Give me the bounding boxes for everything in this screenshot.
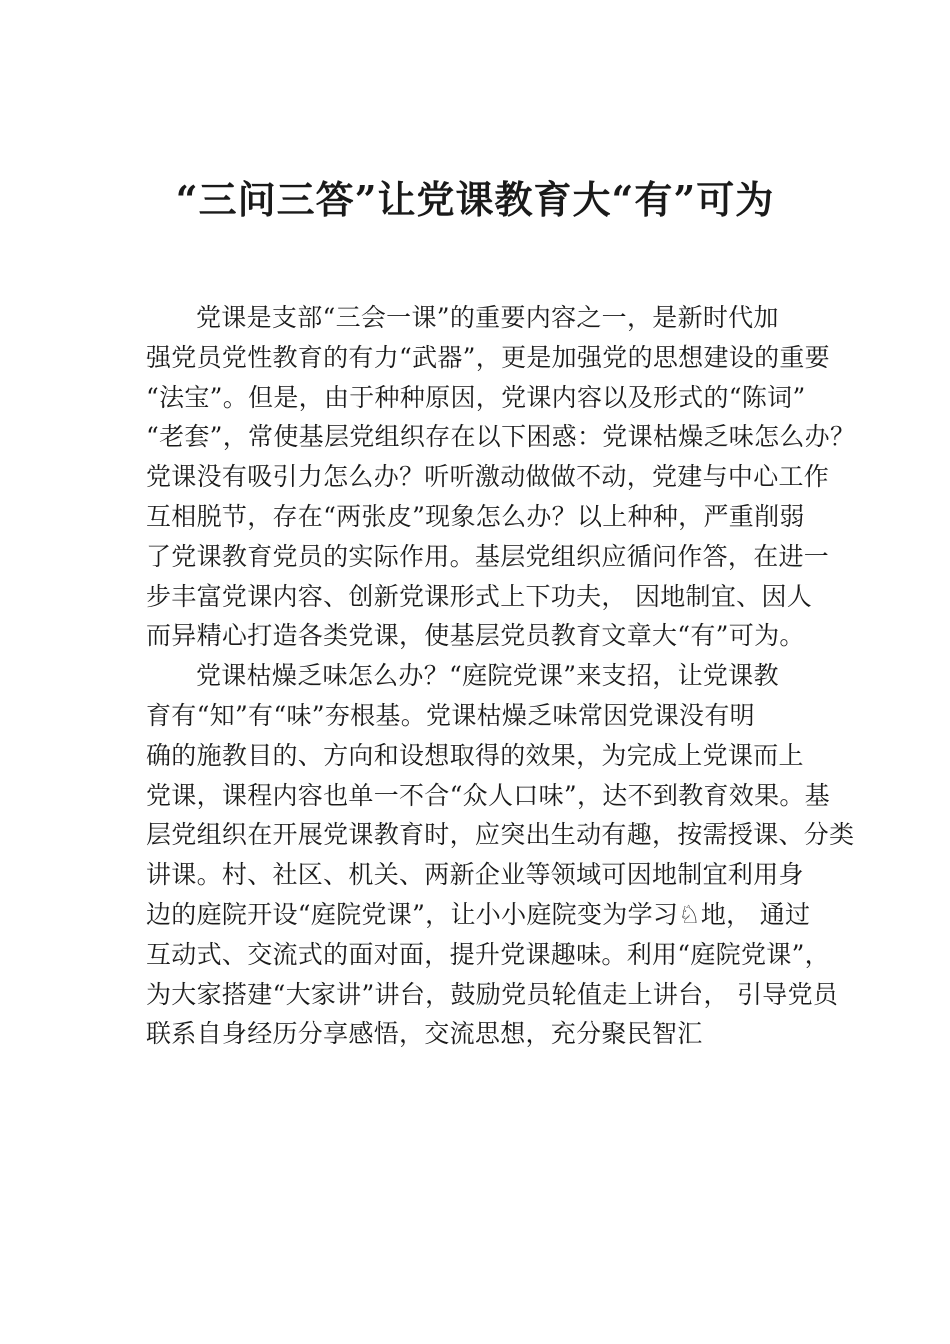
paragraph-line: 强党员党性教育的有力“武器”，更是加强党的思想建设的重要: [146, 342, 830, 372]
paragraph-line: 讲课。村、社区、机关、两新企业等领域可因地制宜利用身: [146, 860, 804, 890]
paragraph-line: “法宝”。但是，由于种种原因，党课内容以及形式的“陈词”: [146, 382, 806, 412]
paragraph-line: 确的施教目的、方向和设想取得的效果，为完成上党课而上: [146, 740, 804, 770]
paragraph-line: 步丰富党课内容、创新党课形式上下功夫， 因地制宜、因人: [146, 581, 813, 611]
paragraph-line: 边的庭院开设“庭院党课”，让小小庭院变为学习♘地， 通过: [146, 899, 811, 929]
paragraph-line: 为大家搭建“大家讲”讲台，鼓励党员轮值走上讲台， 引导党员: [146, 979, 839, 1009]
paragraph-line: 互动式、交流式的面对面，提升党课趣味。利用“庭院党课”，: [146, 939, 830, 969]
paragraph-line: 党课，课程内容也单一不合“众人口味”，达不到教育效果。基: [146, 780, 830, 810]
document-body: [146, 298, 856, 1054]
paragraph-line: 层党组织在开展党课教育时，应突出生动有趣，按需授课、分类: [146, 820, 855, 850]
paragraph-line: 党课没有吸引力怎么办？听听激动做做不动，党建与中心工作: [146, 462, 830, 492]
paragraph-line: 互相脱节，存在“两张皮”现象怎么办？以上种种，严重削弱: [146, 501, 805, 531]
paragraph-line: 党课是支部“三会一课”的重要内容之一，是新时代加: [196, 303, 779, 332]
paragraph-line: 党课枯燥乏味怎么办？“庭院党课”来支招，让党课教: [196, 661, 779, 691]
paragraph-line: 而异精心打造各类党课，使基层党员教育文章大“有”可为。: [146, 621, 805, 651]
document-title: “三问三答”让党课教育大“有”可为: [175, 177, 775, 222]
paragraph-line: “老套”，常使基层党组织存在以下困惑：党课枯燥乏味怎么办？: [146, 422, 856, 452]
paragraph-line: 联系自身经历分享感悟，交流思想，充分聚民智汇: [146, 1019, 703, 1049]
paragraph-line: 了党课教育党员的实际作用。基层党组织应循问作答，在进一: [146, 541, 830, 571]
paragraph-line: 育有“知”有“味”夯根基。党课枯燥乏味常因党课没有明: [146, 700, 755, 730]
